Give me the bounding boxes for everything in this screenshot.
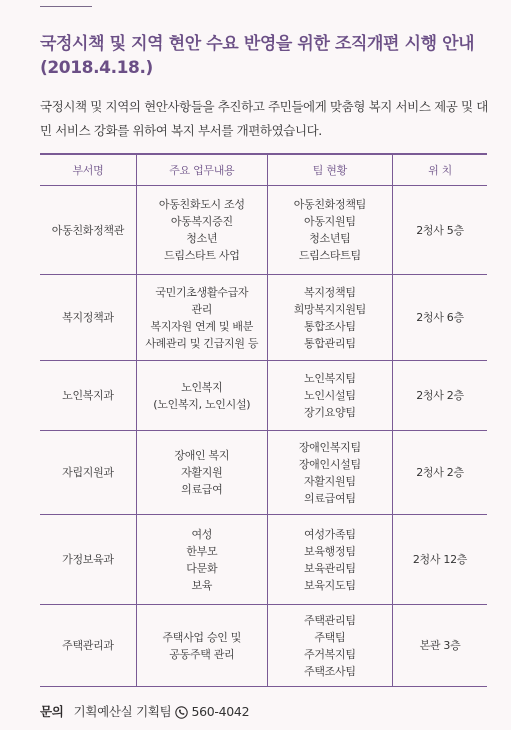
dept-name: 주택관리과 (40, 605, 136, 687)
team-item: 보육관리팀 (304, 561, 356, 575)
table-row (40, 186, 487, 275)
team-item: 주택팀 (314, 630, 346, 644)
contact-footer (40, 703, 490, 721)
duties-cell (136, 431, 267, 515)
duties-cell (136, 361, 267, 431)
teams-cell (267, 515, 392, 605)
page-title: 국정시책 및 지역 현안 수요 반영을 위한 조직개편 시행 안내 (2018.4.18.) (40, 34, 475, 78)
contact-label: 문의 (40, 704, 64, 719)
contact-office: 기획예산실 기획팀 (73, 704, 172, 719)
intro-paragraph: 국정시책 및 지역의 현안사항들을 추진하고 주민들에게 맞춤형 복지 서비스 제공 및 대민 서비스 강화를 위하여 복지 부서를 개편하였습니다. (40, 99, 488, 138)
contact-phone: 560-4042 (191, 704, 250, 719)
dept-name: 노인복지과 (40, 361, 136, 431)
duty-item: 사례관리 및 긴급지원 등 (145, 336, 259, 350)
location-cell: 2청사 2층 (393, 361, 487, 431)
location-cell: 2청사 6층 (393, 275, 487, 361)
header-teams: 팀 현황 (267, 154, 392, 186)
duty-item: 장애인 복지 (174, 449, 230, 462)
duty-item: 아동복지증진 (170, 215, 233, 228)
dept-name: 가정보육과 (40, 515, 136, 605)
location-cell: 본관 3층 (393, 605, 487, 687)
team-item: 노인시설팀 (304, 389, 356, 402)
team-item: 장애인시설팀 (298, 457, 361, 471)
table-header-row (40, 154, 487, 186)
top-divider (40, 6, 92, 7)
teams-cell (267, 361, 392, 431)
org-table (40, 153, 487, 687)
duty-item: 국민기초생활수급자 (155, 285, 249, 299)
duty-item: 여성 (191, 527, 213, 541)
duties-cell (136, 275, 267, 361)
duties-cell (136, 515, 267, 605)
duty-item: 한부모 (186, 544, 218, 558)
duty-item: 주택사업 승인 및 (162, 630, 242, 644)
team-item: 복지정책팀 (304, 285, 356, 299)
team-item: 주택관리팀 (304, 613, 356, 627)
team-item: 통합관리팀 (304, 336, 356, 350)
team-item: 희망복지지원팀 (293, 302, 366, 316)
duty-item: 드림스타트 사업 (164, 249, 240, 262)
team-item: 의료급여팀 (304, 491, 356, 505)
duty-item: 보육 (191, 578, 213, 592)
teams-cell (267, 186, 392, 275)
team-item: 아동지원팀 (304, 215, 356, 228)
dept-name: 복지정책과 (40, 275, 136, 361)
duty-item: 의료급여 (181, 483, 223, 496)
header-dept: 부서명 (40, 154, 136, 186)
phone-icon (175, 706, 188, 719)
team-item: 청소년팀 (309, 232, 351, 245)
duty-item: 다문화 (186, 561, 218, 575)
dept-name: 아동친화정책관 (40, 186, 136, 275)
duty-item: 청소년 (186, 232, 218, 245)
duty-item: 복지자원 연계 및 배분 (150, 319, 254, 333)
team-item: 통합조사팀 (304, 319, 356, 333)
teams-cell (267, 275, 392, 361)
teams-cell (267, 431, 392, 515)
team-item: 드림스타트팀 (298, 249, 361, 262)
duty-item: 관리 (191, 302, 213, 316)
header-location: 위 치 (393, 154, 487, 186)
table-row (40, 275, 487, 361)
table-row (40, 515, 487, 605)
team-item: 여성가족팀 (304, 527, 356, 541)
duty-item: 공동주택 관리 (169, 647, 235, 661)
team-item: 주거복지팀 (304, 647, 356, 661)
duties-cell (136, 186, 267, 275)
team-item: 장기요양팀 (304, 406, 356, 419)
team-item: 보육행정팀 (304, 544, 356, 558)
team-item: 아동친화정책팀 (293, 198, 366, 211)
dept-name: 자립지원과 (40, 431, 136, 515)
table-row (40, 361, 487, 431)
team-item: 자활지원팀 (304, 474, 356, 488)
duty-item: 자활지원 (181, 466, 223, 479)
team-item: 보육지도팀 (304, 578, 356, 592)
location-cell: 2청사 5층 (393, 186, 487, 275)
table-row (40, 431, 487, 515)
table-row (40, 605, 487, 687)
header-duties: 주요 업무내용 (136, 154, 267, 186)
team-item: 주택조사팀 (304, 664, 356, 678)
duty-item: 아동친화도시 조성 (158, 198, 245, 211)
duty-item: 노인복지 (181, 380, 223, 394)
duty-item: (노인복지, 노인시설) (153, 397, 251, 411)
team-item: 장애인복지팀 (298, 440, 361, 454)
location-cell: 2청사 12층 (393, 515, 487, 605)
duties-cell (136, 605, 267, 687)
location-cell: 2청사 2층 (393, 431, 487, 515)
team-item: 노인복지팀 (304, 372, 356, 385)
teams-cell (267, 605, 392, 687)
